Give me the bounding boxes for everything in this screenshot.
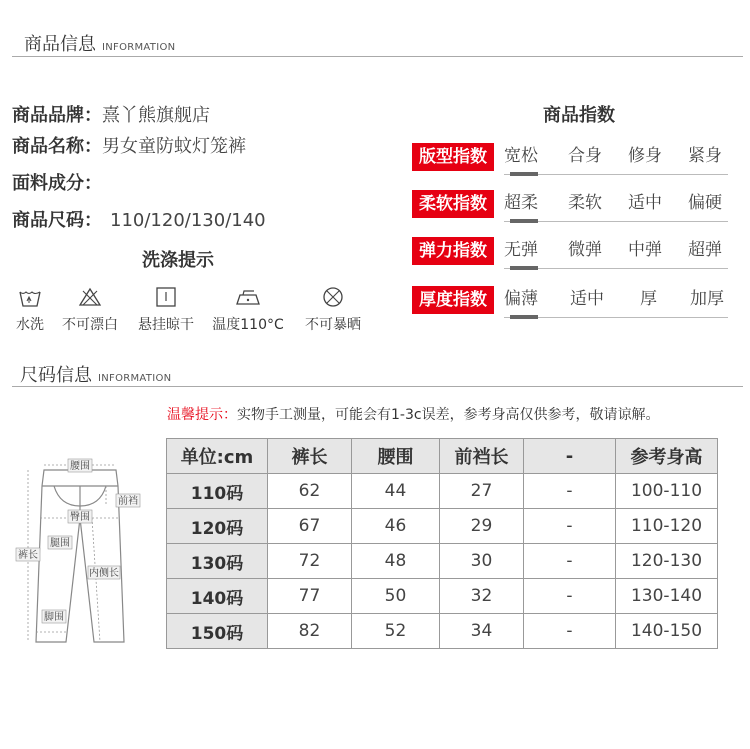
table-header: 单位:cm — [167, 439, 268, 474]
table-cell: - — [524, 509, 616, 544]
table-cell: - — [524, 474, 616, 509]
table-cell: 140码 — [167, 579, 268, 614]
table-header: 腰围 — [352, 439, 440, 474]
no-bleach-icon — [78, 286, 102, 308]
table-cell: 120码 — [167, 509, 268, 544]
info-key: 面料成分： — [12, 173, 102, 194]
section-title-size-info — [20, 361, 171, 387]
section-subtitle: INFORMATION — [102, 42, 176, 53]
index-title: 商品指数 — [543, 105, 615, 126]
table-cell: - — [524, 544, 616, 579]
tip-prefix: 温馨提示： — [167, 407, 237, 423]
index-option: 适中 — [570, 289, 604, 309]
index-option: 中弹 — [628, 240, 662, 260]
info-value: 熹丫熊旗舰店 — [102, 105, 210, 126]
table-cell: 27 — [440, 474, 524, 509]
hang-dry-icon — [154, 286, 178, 308]
index-option: 微弹 — [568, 240, 602, 260]
table-cell: 82 — [268, 614, 352, 649]
index-selected-marker — [510, 219, 538, 223]
table-cell: 44 — [352, 474, 440, 509]
care-title: 洗涤提示 — [142, 250, 214, 271]
no-sun-icon — [321, 286, 345, 308]
index-label: 厚度指数 — [412, 286, 494, 314]
table-cell: 32 — [440, 579, 524, 614]
table-cell: 46 — [352, 509, 440, 544]
index-option: 无弹 — [504, 240, 538, 260]
info-value: 男女童防蚊灯笼裤 — [102, 136, 246, 157]
care-item-no-bleach — [58, 286, 122, 334]
info-key: 商品尺码： — [12, 210, 102, 231]
table-cell: 110码 — [167, 474, 268, 509]
table-row — [167, 544, 718, 579]
table-row — [167, 614, 718, 649]
index-option: 加厚 — [690, 289, 724, 309]
table-header-row — [167, 439, 718, 474]
care-item-wash — [12, 286, 48, 334]
table-row — [167, 579, 718, 614]
table-cell: 50 — [352, 579, 440, 614]
index-option: 偏薄 — [504, 289, 538, 309]
index-option: 超弹 — [688, 240, 722, 260]
diagram-label-thigh: 腿围 — [50, 538, 70, 549]
table-cell: 62 — [268, 474, 352, 509]
care-label: 悬挂晾干 — [138, 317, 194, 333]
info-key: 商品品牌： — [12, 105, 102, 126]
index-option: 柔软 — [568, 193, 602, 213]
diagram-label-inseam: 内侧长 — [89, 568, 119, 579]
index-option: 适中 — [628, 193, 662, 213]
table-cell: 77 — [268, 579, 352, 614]
table-cell: - — [524, 579, 616, 614]
table-row — [167, 509, 718, 544]
table-cell: 29 — [440, 509, 524, 544]
table-cell: 120-130 — [616, 544, 718, 579]
index-option: 合身 — [568, 146, 602, 166]
table-header: 前裆长 — [440, 439, 524, 474]
pants-diagram — [14, 456, 154, 656]
care-label: 水洗 — [16, 317, 44, 333]
index-label: 弹力指数 — [412, 237, 494, 265]
info-row-name — [12, 132, 246, 158]
section-divider — [12, 56, 743, 57]
table-cell: 30 — [440, 544, 524, 579]
hand-wash-icon — [18, 286, 42, 308]
care-label: 不可暴晒 — [305, 317, 361, 333]
section-subtitle: INFORMATION — [98, 373, 172, 384]
diagram-label-waist: 腰围 — [70, 461, 90, 472]
table-cell: 150码 — [167, 614, 268, 649]
table-row — [167, 474, 718, 509]
table-cell: 140-150 — [616, 614, 718, 649]
index-row-elasticity — [412, 237, 728, 271]
index-option: 超柔 — [504, 193, 538, 213]
table-cell: 130-140 — [616, 579, 718, 614]
diagram-label-hem: 脚围 — [44, 612, 64, 623]
index-row-thickness — [412, 286, 728, 320]
table-cell: 48 — [352, 544, 440, 579]
care-item-hang-dry — [134, 286, 198, 334]
tip-text: 实物手工测量，可能会有1-3c误差，参考身高仅供参考，敬请谅解。 — [237, 407, 660, 423]
index-label: 柔软指数 — [412, 190, 494, 218]
index-option: 紧身 — [688, 146, 722, 166]
table-cell: 52 — [352, 614, 440, 649]
section-title-text: 尺码信息 — [20, 365, 92, 386]
table-cell: 110-120 — [616, 509, 718, 544]
index-option: 厚 — [640, 289, 657, 309]
info-row-sizes — [12, 206, 266, 232]
index-selected-marker — [510, 172, 538, 176]
table-cell: - — [524, 614, 616, 649]
size-table — [166, 438, 718, 649]
section-divider — [12, 386, 743, 387]
table-cell: 100-110 — [616, 474, 718, 509]
index-selected-marker — [510, 315, 538, 319]
info-key: 商品名称： — [12, 136, 102, 157]
table-cell: 67 — [268, 509, 352, 544]
index-option: 宽松 — [504, 146, 538, 166]
table-header: 裤长 — [268, 439, 352, 474]
care-item-iron — [208, 286, 288, 334]
index-option: 修身 — [628, 146, 662, 166]
index-row-fit — [412, 143, 728, 177]
index-selected-marker — [510, 266, 538, 270]
table-header: - — [524, 439, 616, 474]
diagram-label-front-rise: 前裆 — [118, 496, 138, 507]
index-label: 版型指数 — [412, 143, 494, 171]
info-value: 110/120/130/140 — [110, 210, 266, 231]
measurement-tip — [167, 404, 660, 424]
info-row-brand — [12, 101, 210, 127]
index-option: 偏硬 — [688, 193, 722, 213]
table-cell: 34 — [440, 614, 524, 649]
iron-icon — [234, 286, 262, 308]
table-cell: 130码 — [167, 544, 268, 579]
care-label: 不可漂白 — [62, 317, 118, 333]
care-item-no-sun — [300, 286, 366, 334]
section-title-product-info — [24, 30, 175, 56]
table-header: 参考身高 — [616, 439, 718, 474]
diagram-label-length: 裤长 — [18, 550, 38, 561]
section-title-text: 商品信息 — [24, 34, 96, 55]
diagram-label-hip: 臀围 — [70, 512, 90, 523]
care-label: 温度110°C — [212, 317, 284, 333]
info-row-fabric — [12, 169, 102, 195]
index-row-softness — [412, 190, 728, 224]
table-cell: 72 — [268, 544, 352, 579]
